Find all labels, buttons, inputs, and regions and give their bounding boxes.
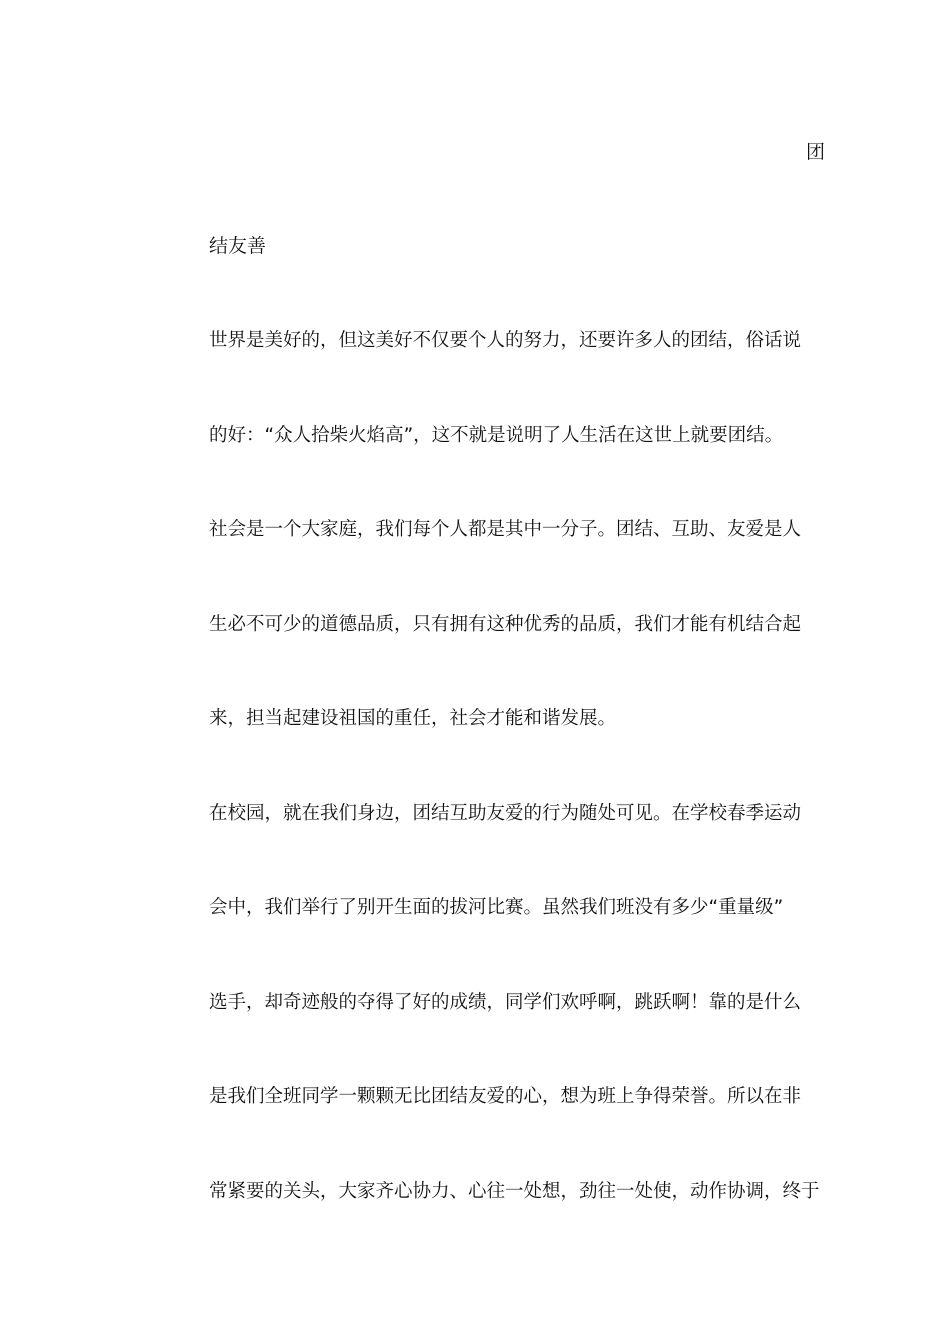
title-first-char: 团 (806, 141, 826, 163)
title-remainder: 结友善 (209, 235, 267, 257)
body-text (209, 328, 820, 1273)
text-line-1: 世界是美好的，但这美好不仅要个人的努力，还要许多人的团结，俗话说 (209, 330, 802, 351)
text-line-8: 选手，却奇迹般的夺得了好的成绩，同学们欢呼啊，跳跃啊！靠的是什么 (209, 991, 802, 1013)
text-line-4: 生必不可少的道德品质，只有拥有这种优秀的品质，我们才能有机结合起 (209, 613, 802, 635)
text-line-5: 来，担当起建设祖国的重任，社会才能和谐发展。 (209, 708, 617, 729)
text-line-10: 常紧要的关头，大家齐心协力、心往一处想，劲往一处使，动作协调，终于 (209, 1180, 820, 1202)
text-line-9: 是我们全班同学一颗颗无比团结友爱的心，想为班上争得荣誉。所以在非 (209, 1086, 802, 1107)
text-line-6: 在校园，就在我们身边，团结互助友爱的行为随处可见。在学校春季运动 (209, 802, 802, 824)
text-line-2: 的好：“众人拾柴火焰高”，这不就是说明了人生活在这世上就要团结。 (209, 424, 784, 446)
text-line-7: 会中，我们举行了别开生面的拔河比赛。虽然我们班没有多少“重量级” (209, 897, 784, 918)
text-line-3: 社会是一个大家庭，我们每个人都是其中一分子。团结、互助、友爱是人 (209, 519, 802, 540)
